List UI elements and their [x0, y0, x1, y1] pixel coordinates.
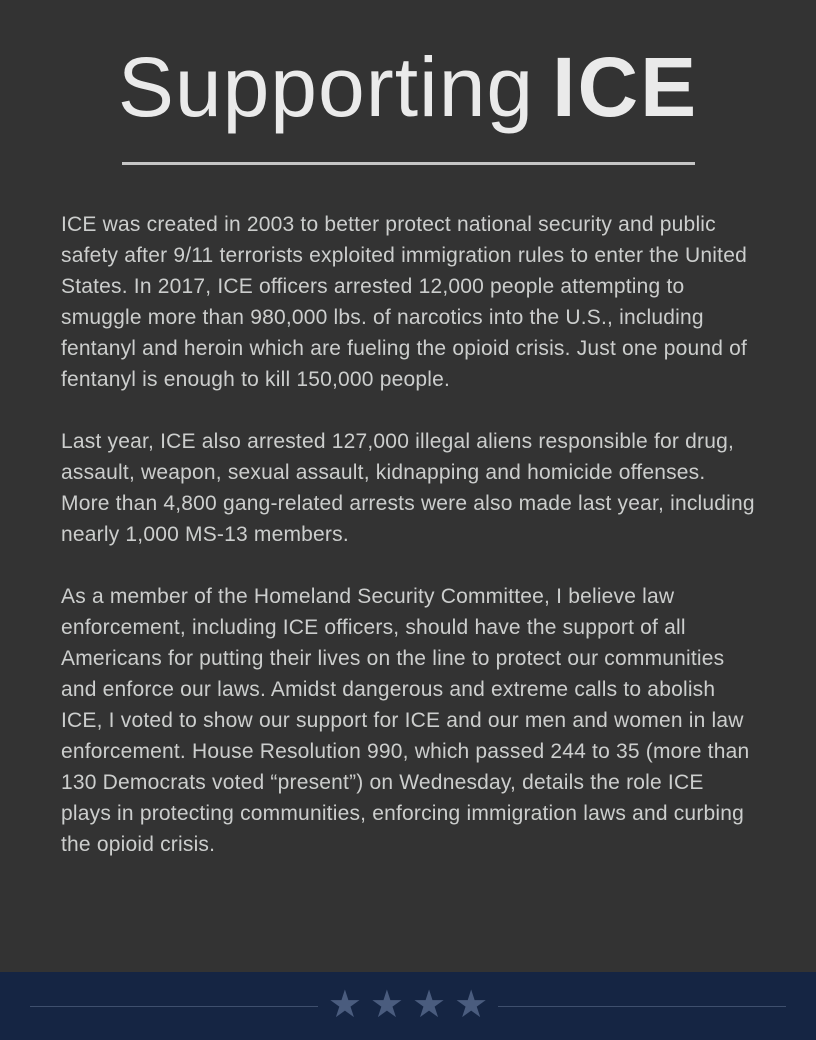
page-title-bold: ICE [552, 40, 699, 134]
paragraph-arrest-stats: Last year, ICE also arrested 127,000 illegal aliens responsible for drug, assault, weapon, sexual assault, kidnapping and homicide offenses. More than 4,800 gang-related arrests were also made last year, including nearly 1,000 MS-13 members. [61, 430, 755, 547]
footer-stars [327, 984, 489, 1026]
star-icon: ★ [327, 984, 362, 1026]
star-icon: ★ [369, 984, 404, 1026]
star-icon: ★ [412, 984, 447, 1026]
title-divider [122, 162, 695, 165]
paragraph-ice-creation: ICE was created in 2003 to better protect national security and public safety after 9/11 terrorists exploited immigration rules to enter the United States. In 2017, ICE officers arrested 12,000 people attempting to smuggle more than 980,000 lbs. of narcotics into the U.S., including fentanyl and heroin which are fueling the opioid crisis. Just one pound of fentanyl is enough to kill 150,000 people. [61, 213, 748, 392]
header [0, 0, 816, 165]
article-body [61, 209, 755, 860]
footer-banner [0, 972, 816, 1040]
footer-rule-right [498, 1006, 786, 1007]
page-title [0, 40, 816, 134]
footer-rule-left [30, 1006, 318, 1007]
star-icon: ★ [454, 984, 489, 1026]
page-title-regular: Supporting [117, 40, 535, 134]
paragraph-house-resolution: As a member of the Homeland Security Committee, I believe law enforcement, including ICE officers, should have the support of all Americans for putting their lives on the line to protect our communities and enforce our laws. Amidst dangerous and extreme calls to abolish ICE, I voted to show our support for ICE and our men and women in law enforcement. House Resolution 990, which passed 244 to 35 (more than 130 Democrats voted “present”) on Wednesday, details the role ICE plays in protecting communities, enforcing immigration laws and curbing the opioid crisis. [61, 585, 750, 857]
